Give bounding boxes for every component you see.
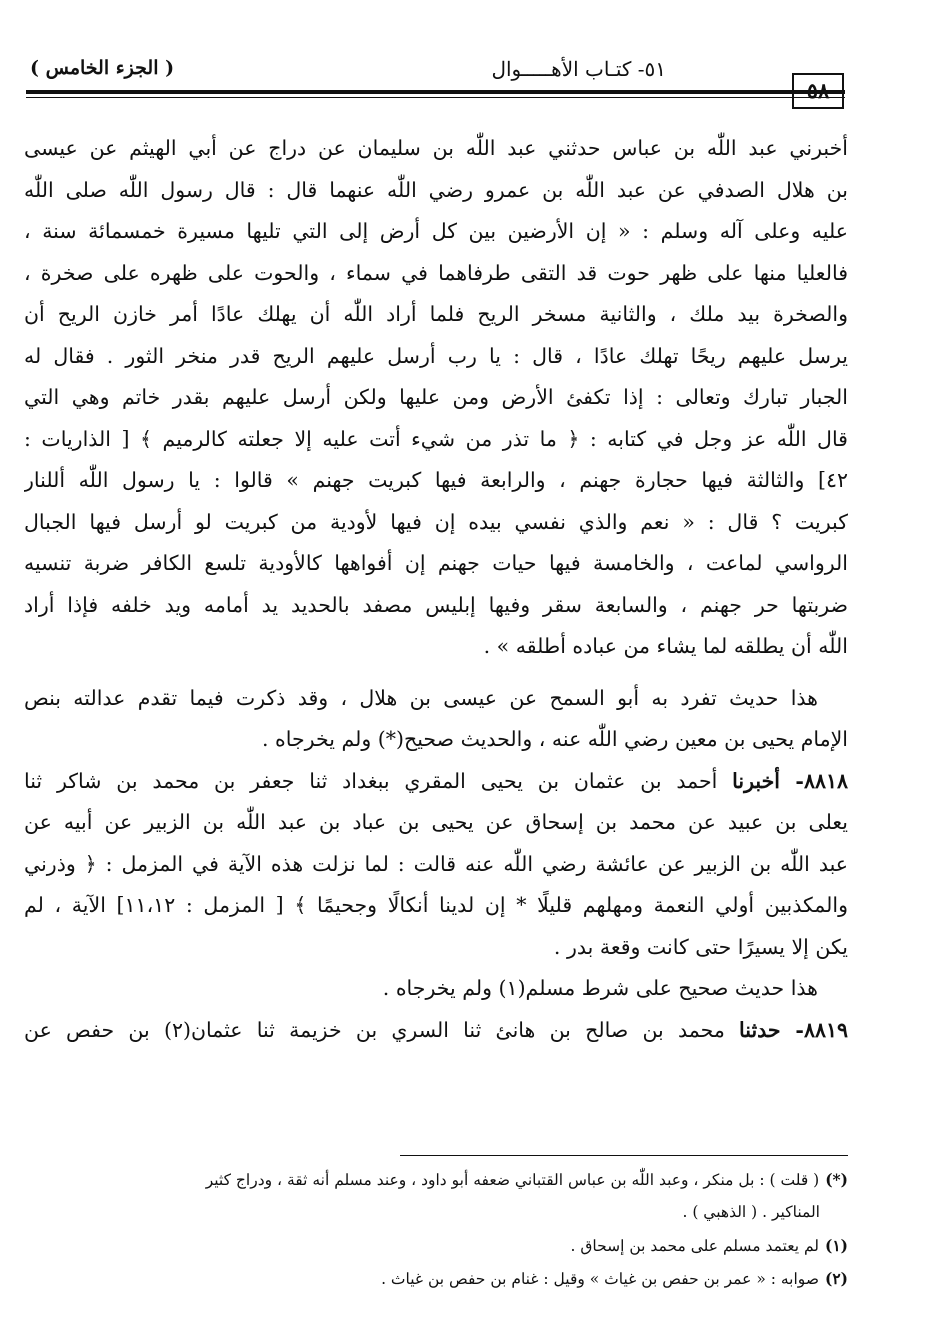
text-line: عليه وعلى آله وسلم : « إن الأرضين بين كل أرض إلى التي تليها مسيرة خمسمائة سنة ، <box>24 219 848 243</box>
volume-label: ( الجزء الخامس ) <box>30 57 175 79</box>
text-line: أخبرني عبد اللّٰه بن عباس حدثني عبد اللّٰه بن سليمان عن دراج عن أبي الهيثم عن عيسى <box>24 136 848 160</box>
running-header <box>30 55 916 89</box>
text-line: فالعليا منها على ظهر حوت قد التقى طرفاهما في سماء ، والحوت على ظهره على صخرة ، <box>24 260 848 285</box>
text-line: محمد بن صالح بن هانئ ثنا السري بن خزيمة ثنا عثمان(٢) بن حفص عن <box>24 1017 725 1042</box>
header-rule-thin <box>26 97 845 98</box>
text-line: والمكذبين أولي النعمة ومهلهم قليلًا * إن لدينا أنكالًا وجحيمًا ﴾ [ المزمل : ١١،١٢] الآية ، لم <box>24 893 848 917</box>
footnote-mark: (*) <box>825 1170 848 1189</box>
text-line: ضربتها حر جهنم ، والسابعة سقر وفيها إبليس مصفد بالحديد يد أمامه ويد خلفه فإذا أراد <box>24 592 848 617</box>
footnotes <box>24 1163 848 1295</box>
main-text <box>24 128 848 1051</box>
hadith-8819-first-line <box>24 1010 848 1052</box>
footnote-star <box>24 1163 848 1196</box>
text-line: يرسل عليهم ريحًا تهلك عادًا ، قال : يا رب أرسل عليهم الريح قدر منخر الثور . فقال له <box>24 343 848 368</box>
text-line: عبد اللّٰه بن الزبير عن عائشة رضي اللّٰه عنه قالت : لما نزلت هذه الآية في المزمل : ﴿ وذرني <box>24 851 848 876</box>
footnote-text: ( قلت ) : بل منكر ، وعبد اللّٰه بن عباس القتباني ضعفه أبو داود ، وعند مسلم أنه ثقة ، ودراج كثير <box>205 1171 820 1189</box>
text-line: يعلى بن عبيد عن محمد بن إسحاق عن يحيى بن عباد بن عبد اللّٰه بن الزبير عن أبيه عن <box>24 810 848 834</box>
text-line: اللّٰه أن يطلقه لما يشاء من عباده أطلقه » . <box>483 634 848 658</box>
book-title: ٥١- كتـاب الأهـــــوال <box>491 57 666 81</box>
text-line: قال اللّٰه عز وجل في كتابه : ﴿ ما تذر من شيء أتت عليه إلا جعلته كالرميم ﴾ [ الذاريات : <box>24 426 848 451</box>
text-line: الجبار تبارك وتعالى : إذا تكفئ الأرض ومن عليها ولكن أرسل عليهم بقدر خاتم وهي التي <box>24 385 848 409</box>
text-line: أحمد بن عثمان بن يحيى المقري ببغداد ثنا جعفر بن محمد بن شاكر ثنا <box>24 768 718 793</box>
footnote-text: لم يعتمد مسلم على محمد بن إسحاق . <box>570 1237 819 1255</box>
footnote-star-continued: المناكير . ( الذهبي ) . <box>682 1203 820 1221</box>
text-line: هذا حديث تفرد به أبو السمح عن عيسى بن هلال ، وقد ذكرت فيما تقدم عدالته بنص <box>24 685 818 710</box>
footnote-mark: (٢) <box>824 1269 848 1288</box>
footnote-rule <box>400 1155 848 1156</box>
footnote-mark: (١) <box>824 1236 848 1255</box>
hadith-8818-first-line <box>24 761 848 803</box>
text-line: الإمام يحيى بن معين رضي اللّٰه عنه ، والحديث صحيح(*) ولم يخرجاه . <box>261 727 848 751</box>
text-line: هذا حديث صحيح على شرط مسلم(١) ولم يخرجاه . <box>382 976 818 1000</box>
footnote-2 <box>24 1262 848 1295</box>
header-rule-thick <box>26 90 845 94</box>
footnote-1 <box>24 1229 848 1262</box>
page-number: ٥٨ <box>792 73 844 109</box>
hadith-number: ٨٨١٨- أخبرنا <box>732 768 848 793</box>
footnote-text: صوابه : « عمر بن حفص بن غياث » وقيل : غنام بن حفص بن غياث . <box>381 1270 819 1288</box>
text-line: كبريت ؟ قال : « نعم والذي نفسي بيده إن فيها لأودية من كبريت لو أرسل فيها الجبال <box>24 509 848 534</box>
text-line: يكن إلا يسيرًا حتى كانت وقعة بدر . <box>553 934 848 959</box>
text-line: ٤٢] والثالثة فيها حجارة جهنم ، والرابعة فيها كبريت جهنم » قالوا : يا رسول اللّٰه أللنار <box>24 468 848 492</box>
text-line: والصخرة بيد ملك ، والثانية مسخر الريح فلما أراد اللّٰه أن يهلك عادًا أمر خازن الريح أن <box>24 302 848 326</box>
hadith-number: ٨٨١٩- حدثنا <box>739 1017 848 1042</box>
text-line: الرواسي لماعت ، والخامسة فيها حيات جهنم إن أفواهها كالأودية تلسع الكافر ضربة تنسيه <box>24 551 848 575</box>
text-line: بن هلال الصدفي عن عبد اللّٰه بن عمرو رضي اللّٰه عنهما قال : قال رسول اللّٰه صلى اللّٰه <box>24 177 848 202</box>
